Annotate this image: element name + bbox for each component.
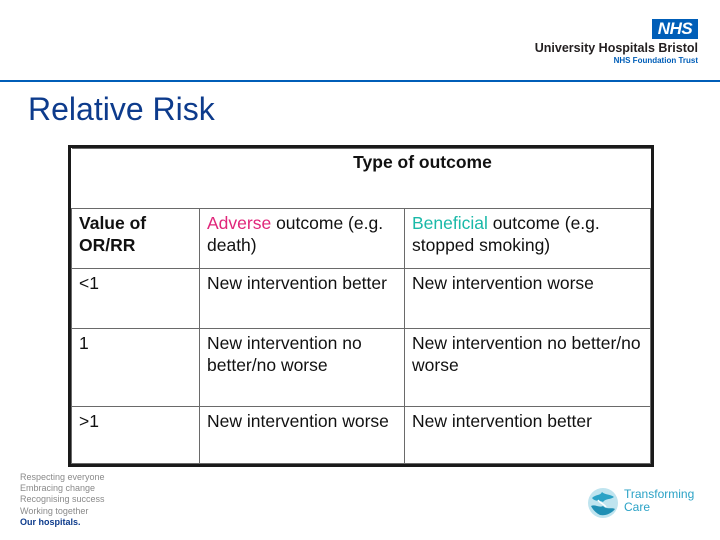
beneficial-label-rest: outcome (e.g. stopped smoking) (412, 213, 600, 255)
table-row (72, 269, 651, 329)
row-adverse: New intervention worse (200, 407, 405, 464)
value-item: Embracing change (20, 483, 96, 494)
value-item: Our hospitals. (20, 516, 81, 527)
row-adverse: New intervention better (200, 269, 405, 329)
outcome-table (68, 145, 654, 467)
adverse-label: Adverse (207, 213, 272, 233)
value-item: Recognising success (20, 494, 105, 505)
table-row (72, 329, 651, 407)
row-adverse: New intervention no better/no worse (200, 329, 405, 407)
header-divider (0, 80, 720, 82)
adverse-label-rest: outcome (e.g. death) (207, 213, 384, 255)
value-item: Respecting everyone (20, 472, 105, 482)
column-header-beneficial (405, 209, 651, 269)
row-value: >1 (72, 407, 200, 464)
value-item: Working together (20, 505, 89, 516)
type-of-outcome-header: Type of outcome (72, 149, 651, 209)
column-header-adverse (200, 209, 405, 269)
row-value: <1 (72, 269, 200, 329)
table-row (72, 407, 651, 464)
nhs-logo: NHS (652, 19, 698, 39)
organisation-name: University Hospitals Bristol (534, 41, 698, 55)
row-beneficial: New intervention worse (405, 269, 651, 329)
values-list (20, 472, 105, 528)
row-beneficial: New intervention better (405, 407, 651, 464)
column-header-value: Value of OR/RR (72, 209, 200, 269)
brand-line-2: Care (624, 500, 651, 514)
slide-title: Relative Risk (28, 91, 215, 127)
brand-line-1: Transforming (624, 487, 695, 501)
globe-icon (586, 486, 620, 520)
transforming-care-logo (624, 488, 694, 514)
row-value: 1 (72, 329, 200, 407)
row-beneficial: New intervention no better/no worse (405, 329, 651, 407)
beneficial-label: Beneficial (412, 213, 488, 233)
trust-name: NHS Foundation Trust (613, 56, 698, 65)
